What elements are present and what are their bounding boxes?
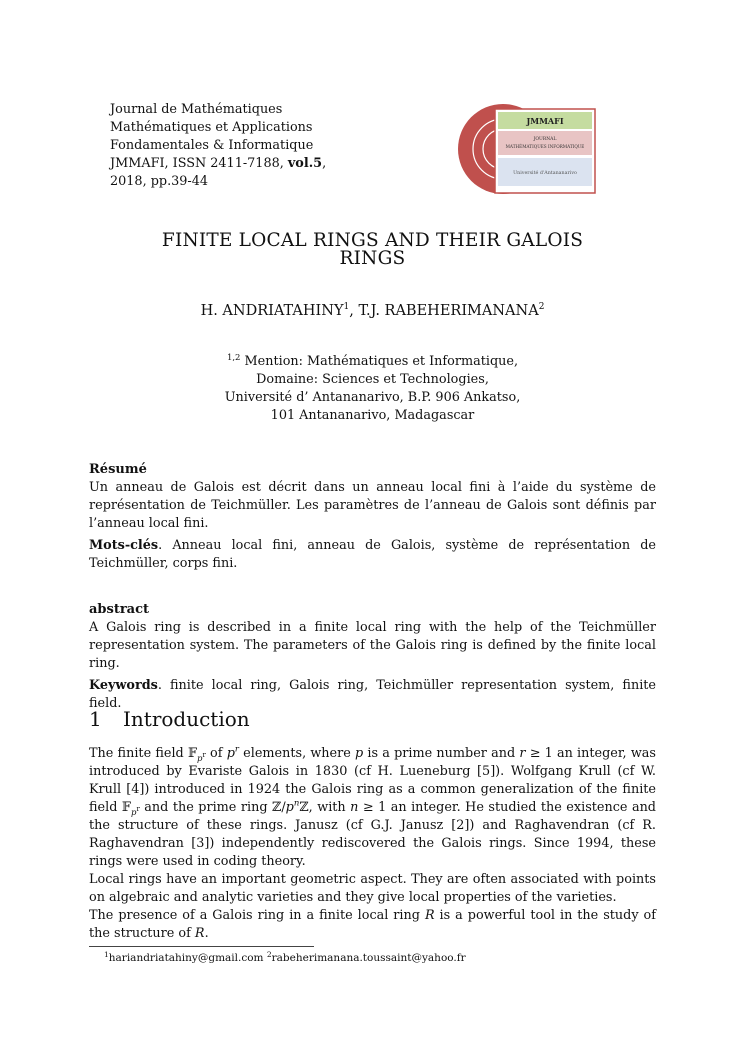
journal-line-5: 2018, pp.39-44 [110,174,209,189]
logo-acronym: JMMAFI [526,116,564,126]
title-line-1: FINITE LOCAL RINGS AND THEIR GALOIS [161,230,584,251]
journal-issn: JMMAFI, ISSN 2411-7188, [110,156,288,171]
resume-text: Un anneau de Galois est décrit dans un anneau local fini à l’aide du système de représentation de Teichmüller. Les paramètres de l’anneau de Galois sont définis par l’anneau local fini. [89,480,656,531]
resume-heading: Résumé [89,462,147,477]
abstract-text: A Galois ring is described in a finite local ring with the help of the Teichmüller representation system. The parameters of the Galois ring is defined by the finite local ring. [89,620,656,671]
journal-line-2: Mathématiques et Applications [110,120,313,135]
footnote-rule [89,946,314,947]
journal-line-1: Journal de Mathématiques [110,102,283,117]
introduction-body [89,745,656,943]
footnote-email-2[interactable]: rabeherimanana.toussaint@yahoo.fr [271,952,466,964]
footnote: $^1$hariandriatahiny@gmail.com $^2$rabeherimanana.toussaint@yahoo.fr [104,950,466,964]
intro-paragraph-2: Local rings have an important geometric aspect. They are often associated with points on algebraic and analytic varieties and they give local properties of the varieties. [89,872,656,905]
abstract-heading: abstract [89,602,150,617]
journal-line-3: Fondamentales & Informatique [110,138,314,153]
intro-paragraph-3: The presence of a Galois ring in a finite local ring R is a powerful tool in the study of the structure of R. [89,908,656,941]
resume-keywords: Mots-clés. Anneau local fini, anneau de Galois, système de représentation de Teichmüller, corps fini. [89,538,656,571]
paper-title [90,232,655,268]
logo-university: Université d'Antananarivo [513,171,577,176]
journal-volume: vol.5 [287,156,323,171]
logo-subtitle-2: MATHÉMATIQUES INFORMATIQUE [505,144,585,149]
authors: H. ANDRIATAHINY$^1$, T.J. RABEHERIMANANA$^2$ [200,302,545,319]
section-number: 1 [89,707,102,731]
abstract-keywords: Keywords. finite local ring, Galois ring, Teichmüller representation system, finite field. [89,678,656,711]
journal-line-4: JMMAFI, ISSN 2411-7188, vol.5, [110,156,327,171]
section-heading [89,706,250,732]
intro-paragraph-1: The finite field 𝔽$_{p^r}$ of $p^r$ elements, where p is a prime number and r ≥ 1 an integer, was introduced by Evariste Galois in 1830 (cf H. Lueneburg [5]). Wolfgang Krull (cf W. Krull [4]) introduced in 1924 the Galois ring as a common generalization of the finite field 𝔽$_{p^r}$ and the prime ring $ℤ/p^nℤ$, with n ≥ 1 an integer. He studied the existence and the structure of these rings. Janusz (cf G.J. Janusz [2]) and Raghavendran (cf R. Raghavendran [3]) independently rediscovered the Galois rings. Since 1994, these rings were used in coding theory. [89,744,657,869]
abstract-section [89,601,656,713]
journal-logo [455,103,600,195]
affiliation: $^{1,2}$ Mention: Mathématiques et Informatique, Domaine: Sciences et Technologies, Université d’ Antananarivo, B.P. 906 Ankatso, 101 Antananarivo, Madagascar [224,353,521,423]
section-title: Introduction [123,707,250,731]
author-1: H. ANDRIATAHINY [200,303,344,319]
journal-info [110,101,370,191]
logo-subtitle-1: JOURNAL [533,137,557,142]
author-2: T.J. RABEHERIMANANA [358,303,539,319]
footnote-email-1[interactable]: hariandriatahiny@gmail.com [108,952,267,964]
title-line-2: RINGS [339,248,406,269]
resume-section [89,461,656,573]
